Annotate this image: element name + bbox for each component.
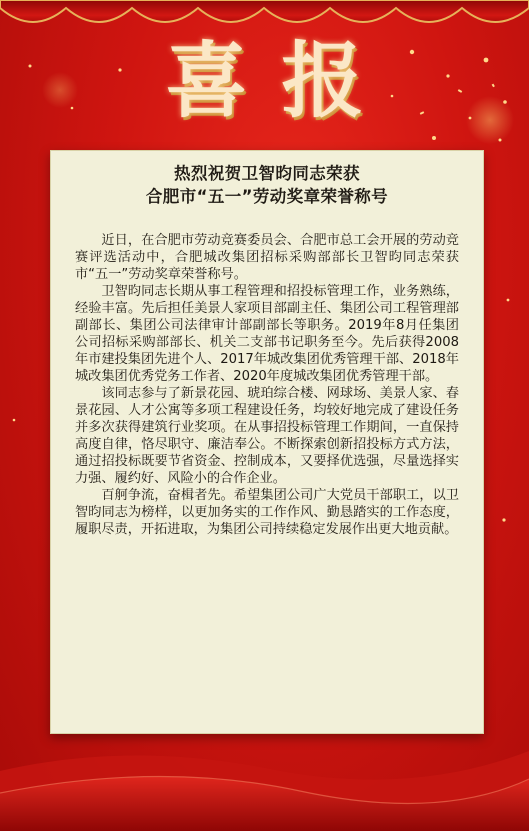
paragraph-career: 卫智昀同志长期从事工程管理和招投标管理工作，业务熟练，经验丰富。先后担任美景人家项目部副主任、集团公司工程管理部副部长、集团公司法律审计部副部长等职务。2019年8月任集团公司招标采购部部长、机关二支部书记职务至今。先后获得2008年市建投集团先进个人、2017年城改集团优秀管理干部、2018年城改集团优秀党务工作者、2020年度城改集团优秀管理干部。 bbox=[75, 284, 459, 384]
paragraph-closing: 百舸争流，奋楫者先。希望集团公司广大党员干部职工，以卫智昀同志为榜样，以更加务实的工作作风、勤恳踏实的工作态度，履职尽责，开拓进取，为集团公司持续稳定发展作出更大地贡献。 bbox=[75, 488, 459, 537]
headline: 喜报 bbox=[165, 33, 398, 129]
title-line-1: 热烈祝贺卫智昀同志荣获 bbox=[174, 164, 360, 183]
title-line-2: 合肥市“五一”劳动奖章荣誉称号 bbox=[145, 187, 389, 206]
red-stage-drape bbox=[0, 731, 529, 831]
paragraph-projects: 该同志参与了新景花园、琥珀综合楼、网球场、美景人家、春景花园、人才公寓等多项工程建设任务，均较好地完成了建设任务并多次获得建筑行业奖项。在从事招投标管理工作期间，一直保持高度自律，恪尽职守、廉洁奉公。不断探索创新招投标方式方法，通过招投标既要节省资金、控制成本，又要择优选强，尽量选择实力强、履约好、风险小的合作企业。 bbox=[75, 386, 459, 486]
announcement-title bbox=[75, 162, 459, 208]
paragraph-intro: 近日，在合肥市劳动竞赛委员会、合肥市总工会开展的劳动竞赛评选活动中，合肥城改集团招标采购部部长卫智昀同志荣获市“五一”劳动奖章荣誉称号。 bbox=[75, 233, 459, 282]
title-spacer bbox=[75, 208, 459, 232]
content-panel bbox=[50, 150, 484, 734]
